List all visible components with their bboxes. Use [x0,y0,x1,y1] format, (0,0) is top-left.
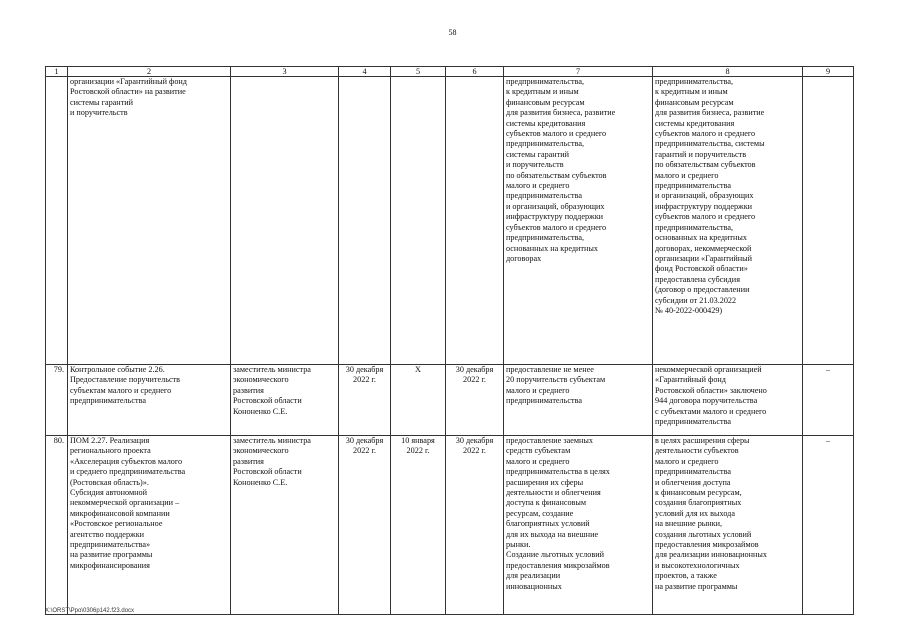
header-cell: 2 [68,67,231,77]
event-name-cell: организации «Гарантийный фонд Ростовской области» на развитие системы гарантий и поручительств [68,77,231,365]
header-cell: 9 [803,67,854,77]
expected-result-cell: предоставление не менее 20 поручительств субъектам малого и среднего предпринимательства [504,365,653,436]
row-number-cell: 80. [46,436,68,615]
page-number: 58 [448,28,457,37]
actual-result-cell: некоммерческой организацией «Гарантийный фонд Ростовской области» заключено 944 договора поручительства с субъектами малого и среднего предпринимательства [653,365,803,436]
file-path-footer: X:\ORST\Ppo\0306p142.f23.docx [45,608,135,614]
event-name-cell: Контрольное событие 2.26. Предоставление поручительств субъектам малого и среднего предпринимательства [68,365,231,436]
note-cell: – [803,365,854,436]
end-date-cell: 30 декабря 2022 г. [446,365,504,436]
row-number-cell [46,77,68,365]
plan-date-cell: 30 декабря 2022 г. [339,365,391,436]
plan-date-cell [339,77,391,365]
header-cell: 8 [653,67,803,77]
event-name-cell: ПОМ 2.27. Реализация регионального проекта «Акселерация субъектов малого и среднего предпринимательства (Ростовская область)». Субсидия автономной некоммерческой организации – микрофинансовой компании «Ростовское региональное агентство поддержки предпринимательства» на развитие программы микрофинансирования [68,436,231,615]
report-table [45,66,854,615]
plan-date-cell: 30 декабря 2022 г. [339,436,391,615]
header-cell: 5 [391,67,446,77]
responsible-cell: заместитель министра экономического развития Ростовской области Кононенко С.Е. [231,436,339,615]
responsible-cell [231,77,339,365]
start-date-cell: 10 января 2022 г. [391,436,446,615]
header-cell: 7 [504,67,653,77]
note-cell: – [803,436,854,615]
note-cell [803,77,854,365]
header-cell: 1 [46,67,68,77]
header-cell: 3 [231,67,339,77]
start-date-cell [391,77,446,365]
table-row [46,436,854,615]
header-cell: 4 [339,67,391,77]
header-row [46,67,854,77]
actual-result-cell: в целях расширения сферы деятельности субъектов малого и среднего предпринимательства и облегчения доступа к финансовым ресурсам, создания благоприятных условий для их выхода на внешние рынки, создания льготных условий предоставления микрозаймов для реализации инновационных и высокотехнологичных проектов, а также на развитие программы [653,436,803,615]
end-date-cell: 30 декабря 2022 г. [446,436,504,615]
actual-result-cell: предпринимательства, к кредитным и иным финансовым ресурсам для развития бизнеса, развитие системы кредитования субъектов малого и среднего предпринимательства, системы гарантий и поручительств по обязательствам субъектов малого и среднего предпринимательства и организаций, образующих инфраструктуру поддержки субъектов малого и среднего предпринимательства, основанных на кредитных договорах, некоммерческой организации «Гарантийный фонд Ростовской области» предоставлена субсидия (договор о предоставлении субсидии от 21.03.2022 № 40-2022-000429) [653,77,803,365]
header-cell: 6 [446,67,504,77]
table-row [46,365,854,436]
start-date-cell: Х [391,365,446,436]
end-date-cell [446,77,504,365]
row-number-cell: 79. [46,365,68,436]
responsible-cell: заместитель министра экономического развития Ростовской области Кононенко С.Е. [231,365,339,436]
table-row [46,77,854,365]
expected-result-cell: предоставление заемных средств субъектам малого и среднего предпринимательства в целях расширения их сферы деятельности и облегчения доступа к финансовым ресурсам, создание благоприятных условий для их выхода на внешние рынки. Создание льготных условий предоставления микрозаймов для реализации инновационных [504,436,653,615]
expected-result-cell: предпринимательства, к кредитным и иным финансовым ресурсам для развития бизнеса, развитие системы кредитования субъектов малого и среднего предпринимательства, системы гарантий и поручительств по обязательствам субъектов малого и среднего предпринимательства и организаций, образующих инфраструктуру поддержки субъектов малого и среднего предпринимательства, основанных на кредитных договорах [504,77,653,365]
